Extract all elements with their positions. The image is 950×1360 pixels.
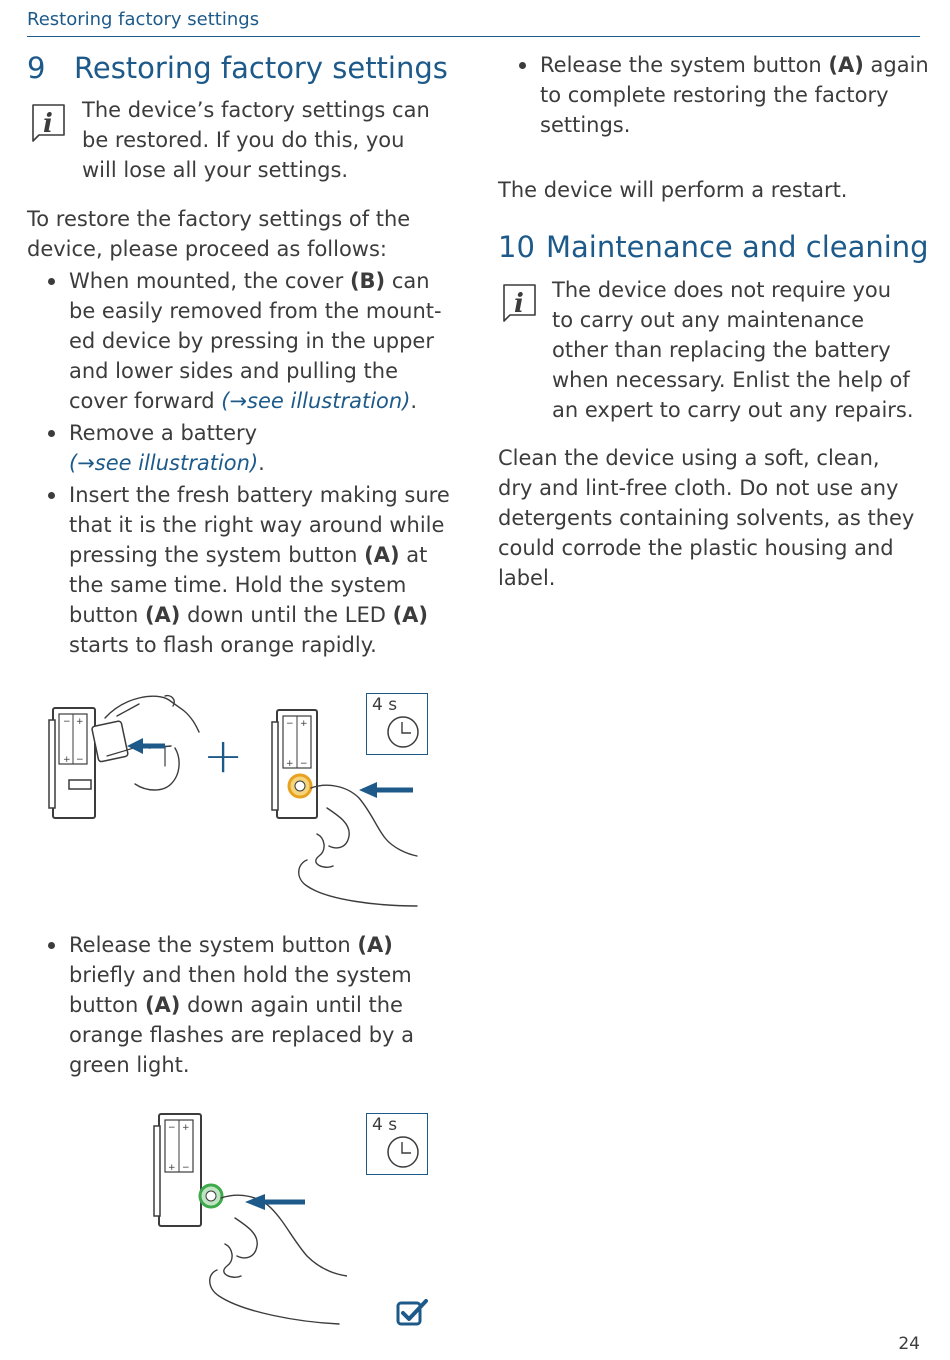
cleaning-line: label. bbox=[498, 566, 556, 590]
timer-box bbox=[366, 1113, 428, 1175]
illustration-remove-battery bbox=[47, 688, 207, 828]
timer-label: 4 s bbox=[372, 1115, 398, 1135]
svg-text:−: − bbox=[300, 759, 308, 769]
steps-list-continued bbox=[69, 930, 469, 1080]
step-release-complete: Release the system button (A) again to complete restoring the factory settings. bbox=[540, 50, 930, 140]
info-icon bbox=[27, 102, 67, 144]
timer-box bbox=[366, 693, 428, 755]
clock-icon bbox=[385, 1134, 421, 1170]
info-note-factory bbox=[82, 95, 430, 185]
cleaning-line: detergents containing solvents, as they bbox=[498, 506, 915, 530]
svg-text:−: − bbox=[286, 719, 294, 729]
info-line: other than replacing the battery bbox=[552, 338, 891, 362]
svg-text:i: i bbox=[43, 109, 53, 139]
timer-label: 4 s bbox=[372, 695, 398, 715]
info-note-maintenance bbox=[552, 275, 914, 425]
svg-text:+: + bbox=[76, 717, 84, 727]
see-illustration-link[interactable]: (→see illustration) bbox=[69, 451, 259, 475]
info-line: to carry out any maintenance bbox=[552, 308, 865, 332]
intro-paragraph bbox=[27, 204, 410, 264]
info-line: The device does not require you bbox=[552, 278, 892, 302]
steps-list-final bbox=[540, 50, 930, 140]
info-line: The device’s factory settings can bbox=[82, 98, 430, 122]
cleaning-line: Clean the device using a soft, clean, bbox=[498, 446, 880, 470]
section-title: Maintenance and cleaning bbox=[546, 230, 929, 264]
step-remove-battery: Remove a battery (→see illustration). bbox=[69, 418, 469, 478]
intro-line: To restore the factory settings of the bbox=[27, 207, 411, 231]
section-9-heading bbox=[27, 51, 448, 85]
cleaning-paragraph bbox=[498, 443, 914, 593]
info-line: an expert to carry out any repairs. bbox=[552, 398, 914, 422]
steps-list bbox=[69, 266, 469, 660]
checkmark-icon bbox=[395, 1298, 429, 1328]
info-line: be restored. If you do this, you bbox=[82, 128, 405, 152]
step-insert-battery: Insert the fresh battery making sure that it is the right way around while pressing the system button (A) at the same time. Hold the system button (A) down until the LED (A) starts to flash orange rapidly. bbox=[69, 480, 469, 660]
restart-text: The device will perform a restart. bbox=[498, 178, 848, 202]
illustration-press-button-green bbox=[147, 1108, 347, 1333]
section-number: 9 bbox=[27, 51, 46, 85]
step-remove-cover: When mounted, the cover (B) can be easily removed from the mount- ed device by pressing in the upper and lower sides and pulling the cover forward (→see illustration). bbox=[69, 266, 469, 416]
step-release-and-hold: Release the system button (A) briefly and then hold the system button (A) down again until the orange flashes are replaced by a green light. bbox=[69, 930, 469, 1080]
svg-text:+: + bbox=[300, 719, 308, 729]
info-line: will lose all your settings. bbox=[82, 158, 349, 182]
cleaning-line: could corrode the plastic housing and bbox=[498, 536, 894, 560]
running-header: Restoring factory settings bbox=[27, 9, 260, 30]
svg-text:−: − bbox=[76, 755, 84, 765]
svg-text:i: i bbox=[514, 289, 524, 319]
see-illustration-link[interactable]: (→see illustration) bbox=[221, 389, 411, 413]
svg-text:+: + bbox=[168, 1163, 176, 1173]
intro-line: device, please proceed as follows: bbox=[27, 237, 387, 261]
page-number: 24 bbox=[898, 1334, 920, 1354]
svg-text:+: + bbox=[286, 759, 294, 769]
info-line: when necessary. Enlist the help of bbox=[552, 368, 910, 392]
svg-text:−: − bbox=[63, 717, 71, 727]
section-number: 10 bbox=[498, 230, 535, 264]
info-icon bbox=[498, 282, 538, 324]
clock-icon bbox=[385, 714, 421, 750]
svg-text:+: + bbox=[63, 755, 71, 765]
svg-text:−: − bbox=[182, 1163, 190, 1173]
section-title: Restoring factory settings bbox=[74, 51, 448, 85]
header-rule bbox=[27, 36, 920, 37]
svg-text:−: − bbox=[168, 1123, 176, 1133]
cleaning-line: dry and lint-free cloth. Do not use any bbox=[498, 476, 899, 500]
plus-sign: + bbox=[203, 728, 244, 784]
section-10-heading bbox=[498, 230, 929, 264]
svg-text:+: + bbox=[182, 1123, 190, 1133]
